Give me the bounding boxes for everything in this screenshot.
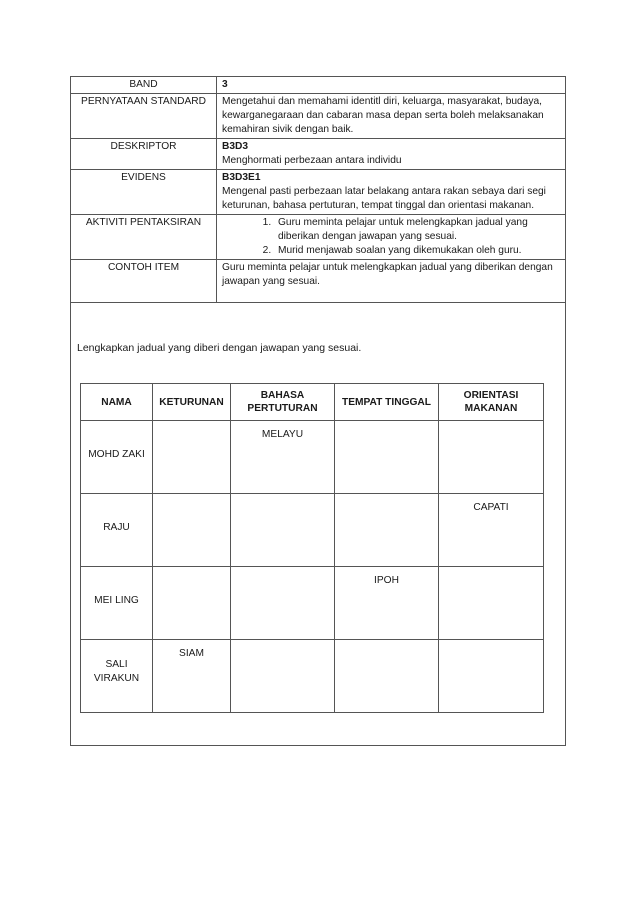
example-value: Guru meminta pelajar untuk melengkapkan jadual yang diberikan dengan jawapan yang sesuai. (217, 260, 566, 303)
table-row (81, 421, 544, 494)
descriptor-text: Menghormati perbezaan antara individu (222, 155, 402, 166)
cell-makanan (439, 640, 544, 713)
cell-keturunan-text: SIAM (179, 648, 204, 659)
evidence-text: Mengenal pasti perbezaan latar belakang antara rakan sebaya dari segi keturunan, bahasa pertuturan, tempat tinggal dan orientasi makanan. (222, 186, 546, 211)
activity-list (222, 216, 560, 258)
cell-nama-text: MOHD ZAKI (88, 449, 145, 460)
cell-keturunan (153, 640, 231, 713)
activity-item: 2. Murid menjawab soalan yang dikemukakan oleh guru. (274, 244, 560, 258)
activity-label: AKTIVITI PENTAKSIRAN (71, 215, 217, 260)
cell-bahasa (231, 494, 335, 567)
band-value: 3 (217, 77, 566, 94)
evidence-label: EVIDENS (71, 170, 217, 215)
header-nama: NAMA (81, 384, 153, 421)
cell-tempat (335, 421, 439, 494)
activity-item: 1. Guru meminta pelajar untuk melengkapkan jadual yang diberikan dengan jawapan yang sesuai. (274, 216, 560, 244)
descriptor-cell (217, 139, 566, 170)
cell-tempat (335, 640, 439, 713)
cell-nama-text: RAJU (103, 522, 130, 533)
descriptor-label: DESKRIPTOR (71, 139, 217, 170)
cell-bahasa (231, 567, 335, 640)
cell-makanan (439, 494, 544, 567)
cell-makanan-text: CAPATI (473, 502, 509, 513)
example-label: CONTOH ITEM (71, 260, 217, 303)
cell-bahasa (231, 421, 335, 494)
cell-nama (81, 640, 153, 713)
standard-value: Mengetahui dan memahami identitl diri, keluarga, masyarakat, budaya, kewarganegaraan dan cabaran masa depan serta boleh melaksanakan kemahiran sivik dengan baik. (217, 94, 566, 139)
activity-row (71, 215, 566, 260)
cell-keturunan (153, 494, 231, 567)
cell-nama (81, 567, 153, 640)
cell-nama-text: MEI LING (94, 595, 139, 606)
cell-bahasa-text: MELAYU (261, 429, 304, 440)
band-label: BAND (71, 77, 217, 94)
instruction-text: Lengkapkan jadual yang diberi dengan jawapan yang sesuai. (77, 342, 362, 354)
cell-tempat (335, 494, 439, 567)
info-table (70, 76, 566, 303)
answer-table (80, 383, 544, 713)
standard-label: PERNYATAAN STANDARD (71, 94, 217, 139)
header-makanan: ORIENTASI MAKANAN (439, 384, 544, 421)
descriptor-code: B3D3 (222, 141, 249, 152)
cell-nama (81, 494, 153, 567)
header-tempat: TEMPAT TINGGAL (335, 384, 439, 421)
example-row (71, 260, 566, 303)
table-row (81, 494, 544, 567)
cell-makanan (439, 421, 544, 494)
evidence-cell (217, 170, 566, 215)
table-row (81, 567, 544, 640)
cell-tempat (335, 567, 439, 640)
standard-row (71, 94, 566, 139)
cell-nama-text: SALI VIRAKUN (93, 659, 140, 684)
header-keturunan: KETURUNAN (153, 384, 231, 421)
cell-keturunan (153, 421, 231, 494)
cell-tempat-text: IPOH (374, 575, 399, 586)
answer-table-header (81, 384, 544, 421)
cell-makanan (439, 567, 544, 640)
cell-nama (81, 421, 153, 494)
band-row (71, 77, 566, 94)
evidence-row (71, 170, 566, 215)
header-bahasa: BAHASA PERTUTURAN (231, 384, 335, 421)
cell-keturunan (153, 567, 231, 640)
descriptor-row (71, 139, 566, 170)
cell-bahasa (231, 640, 335, 713)
table-row (81, 640, 544, 713)
activity-cell (217, 215, 566, 260)
evidence-code: B3D3E1 (222, 172, 261, 183)
